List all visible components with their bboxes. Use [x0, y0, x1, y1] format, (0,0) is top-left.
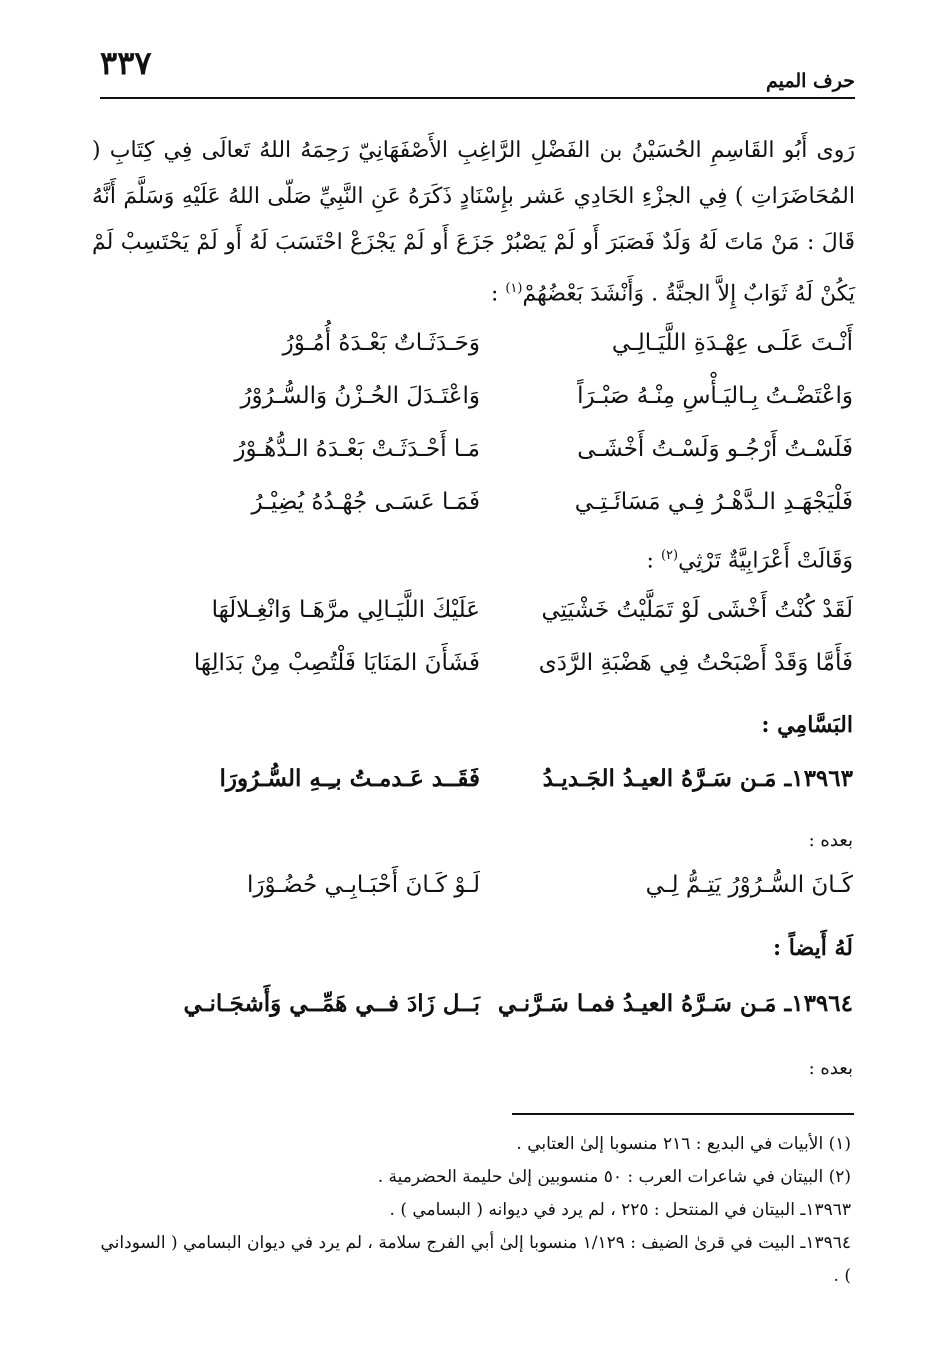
verse-first-hemistich: أَنْـتَ عَلَـى عِهْـدَةِ اللَّيَـالِـي [611, 330, 853, 356]
intro-tail: : [490, 281, 506, 307]
page-number: ٣٣٧ [100, 44, 152, 82]
footnote-13964: ١٣٩٦٤ـ البيت في قرىٰ الضيف : ١/١٢٩ منسوبا إلىٰ أبي الفرج سلامة ، لم يرد في ديوان البسامي ( السوداني ) . [100, 1233, 851, 1286]
running-title: حرف الميم [766, 70, 855, 92]
entry-number: ١٣٩٦٣ـ [784, 765, 853, 792]
verse-second-hemistich: فَمَـا عَسَـى جُهْـدُهُ يُضِيْـرُ [251, 489, 480, 515]
verse-first-hemistich: فَلَسْـتُ أَرْجُـو وَلَسْـتُ أَخْشَـى [577, 436, 853, 462]
poem2-verse-1 [100, 597, 853, 647]
verse-second-hemistich: مَـا أَحْـدَثَـتْ بَعْـدَهُ الـدُّهُـوْرُ [234, 436, 480, 462]
poem2-intro [647, 548, 853, 573]
verse-first-hemistich: فَأَمَّا وَقَدْ أَصْبَحْتُ فِي هَضْبَةِ الرَّدَى [538, 650, 853, 676]
poem2-intro-text: وَقَالَتْ أَعْرَابِيَّةٌ تَرْثِي [678, 548, 853, 574]
entry-13964 [100, 990, 853, 1040]
footnote-divider [512, 1113, 854, 1115]
verse-second-hemistich: وَحَـدَثَـاتٌ بَعْـدَهُ أُمُـوْرُ [282, 330, 480, 356]
after-label-1: بعده : [808, 830, 853, 851]
footnote-1: (١) الأبيات في البديع : ٢١٦ منسوبا إلىٰ العتابي . [516, 1134, 851, 1154]
footnotes [92, 1128, 851, 1293]
verse-second-hemistich: فَشَأَنَ المَنَايَا فَلْتُصِبْ مِنْ بَدَالِهَا [193, 650, 480, 676]
entry-second-hemistich: فَقَــد عَـدمـتُ بـِـهِ السُّـرُورَا [219, 765, 480, 792]
verse-second-hemistich: لَـوْ كَـانَ أَحْبَـابِـي حُضُـوْرَا [246, 872, 480, 898]
intro-paragraph [92, 128, 855, 317]
section-heading-lahu: لَهُ أَيضاً : [773, 935, 853, 961]
footnote-2: (٢) البيتان في شاعرات العرب : ٥٠ منسوبين إلىٰ حليمة الحضرمية . [377, 1167, 851, 1187]
entry-first-hemistich: ١٣٩٦٣ـ مَـن سَـرَّهُ العيـدُ الجَـديـدُ [542, 765, 853, 792]
after-label-2: بعده : [808, 1058, 853, 1079]
footnote-ref-1: (١) [505, 281, 523, 296]
poem1-verse-2 [100, 383, 853, 433]
poem1-verse-3 [100, 436, 853, 486]
poem2-intro-tail: : [646, 548, 661, 574]
entry-second-hemistich: بَــل زَادَ فــي هَمِّــي وَأَشجَـانـي [183, 990, 480, 1017]
header-divider [100, 97, 855, 99]
poem1-verse-1 [100, 330, 853, 380]
entry-number: ١٣٩٦٤ـ [784, 990, 853, 1017]
verse-second-hemistich: وَاعْتَـدَلَ الحُـزْنُ وَالسُّـرُوْرُ [240, 383, 480, 409]
verse-first-hemistich: وَاعْتَضْـتُ بِـاليَـأْسِ مِنْـهُ صَبْـرَاً [577, 383, 853, 409]
section-heading-bassami: البَسَّامِي : [761, 712, 853, 738]
poem2-verse-2 [100, 650, 853, 700]
verse-first-hemistich: كَـانَ السُّـرُوْرُ يَتِـمُّ لِـي [645, 872, 853, 898]
footnote-ref-2: (٢) [660, 548, 679, 563]
footnote-13963: ١٣٩٦٣ـ البيتان في المنتحل : ٢٢٥ ، لم يرد في ديوانه ( البسامي ) . [389, 1200, 851, 1220]
verse-first-hemistich: فَلْيَجْهَـدِ الـدَّهْـرُ فِـي مَسَائَـتِـي [574, 489, 853, 515]
entry-first-hemistich: ١٣٩٦٤ـ مَـن سَـرَّهُ العيـدُ فمـا سَـرَّنـي [497, 990, 853, 1017]
verse-first-hemistich: لَقَدْ كُنْتُ أَخْشَى لَوْ تَمَلَّيْتُ خَشْيَتِي [541, 597, 853, 623]
entry-13963 [100, 765, 853, 815]
verse-second-hemistich: عَلَيْكَ اللَّيَـالِي مرَّهَـا وَانْغِـلالَهَا [211, 597, 480, 623]
intro-text: رَوى أَبُو القَاسِمِ الحُسَيْنُ بن الفَضْلِ الرَّاغِبِ الأَصْفَهَانِيّ رَحِمَهُ اللهُ تَعالَى فِي كِتَابِ ( المُحَاضَرَاتِ ) فِي الجزْءِ الحَادِي عَشر بإِسْنَادٍ ذَكَرَهُ عَنِ النَّبِيِّ صَلّى اللهُ عَلَيْهِ وَسَلَّمَ أَنَّهُ قَالَ : مَنْ مَاتَ لَهُ وَلَدٌ فَصَبَرَ أَو لَمْ يَصْبُرْ جَزَعَ أَو لَمْ يَجْزَعْ احْتَسَبَ لَهُ أَو لَمْ يَحْتَسِبْ لَمْ يَكُنْ لَهُ ثَوَابٌ إِلاَّ الجنَّةُ . وَأَنْشَدَ بَعْضُهُمْ [92, 138, 855, 307]
poem1-verse-4 [100, 489, 853, 539]
entry-13963-follow [100, 872, 853, 922]
